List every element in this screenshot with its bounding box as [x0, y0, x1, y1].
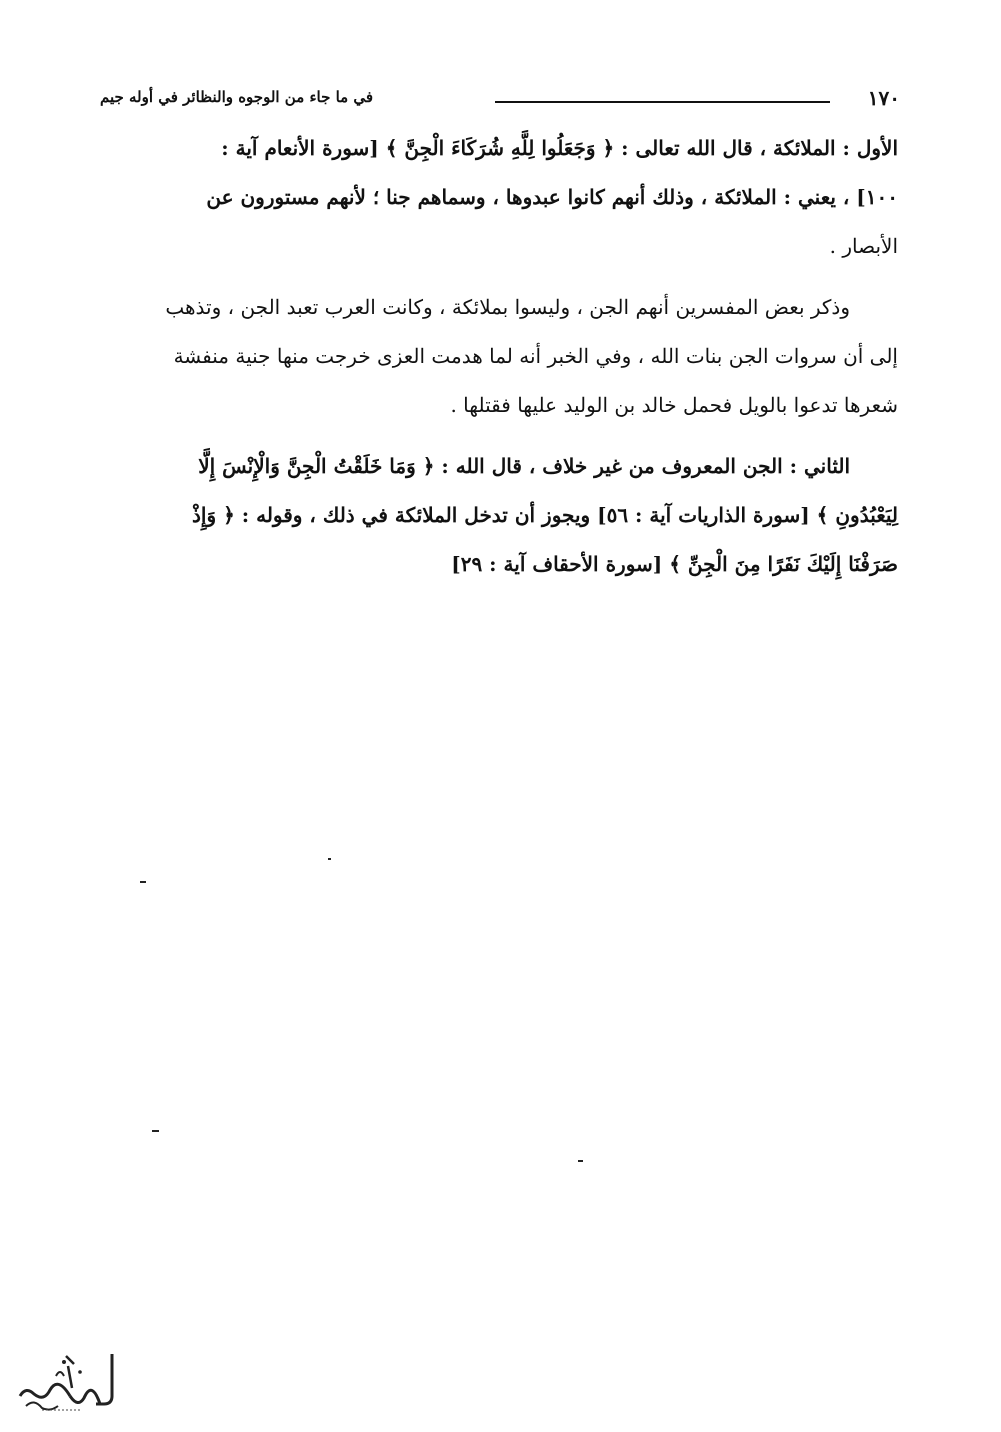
scan-speck [152, 1130, 159, 1132]
paragraph-second [104, 283, 898, 430]
paragraph-third [104, 442, 898, 589]
paragraph-line: شعرها تدعوا بالويل فحمل خالد بن الوليد عليها فقتلها . [450, 393, 898, 417]
page-header [100, 84, 900, 114]
paragraph-line: صَرَفْنَا إِلَيْكَ نَفَرًا مِنَ الْجِنِّ ﴾ [سورة الأحقاف آية : ٢٩] [451, 552, 898, 576]
running-title: في ما جاء من الوجوه والنظائر في أوله جيم [100, 88, 374, 106]
calligraphic-seal-icon [12, 1346, 124, 1416]
body-text [104, 124, 898, 601]
paragraph-line: ١٠٠] ، يعني : الملائكة ، وذلك أنهم كانوا عبدوها ، وسماهم جنا ؛ لأنهم مستورون عن [206, 185, 898, 209]
header-rule [495, 101, 830, 103]
scan-speck [578, 1160, 583, 1162]
page-number: ١٧٠ [867, 86, 900, 110]
paragraph-line: وذكر بعض المفسرين أنهم الجن ، وليسوا بملائكة ، وكانت العرب تعبد الجن ، وتذهب [165, 295, 850, 319]
paragraph-line: لِيَعْبُدُونِ ﴾ [سورة الذاريات آية : ٥٦] ويجوز أن تدخل الملائكة في ذلك ، وقوله : ﴿ وَإِذْ [191, 503, 898, 527]
paragraph-line: الثاني : الجن المعروف من غير خلاف ، قال الله : ﴿ وَمَا خَلَقْتُ الْجِنَّ وَالْإِنْسَ إِلَّا [198, 454, 850, 478]
scan-speck [328, 858, 331, 860]
paragraph-line: إلى أن سروات الجن بنات الله ، وفي الخبر أنه لما هدمت العزى خرجت منها جنية منفشة [173, 344, 898, 368]
paragraph-first [104, 124, 898, 271]
paragraph-line: الأبصار . [829, 234, 898, 258]
paragraph-line: الأول : الملائكة ، قال الله تعالى : ﴿ وَجَعَلُوا لِلَّهِ شُرَكَاءَ الْجِنَّ ﴾ [سورة الأنعام آية : [221, 136, 898, 160]
scan-speck [140, 881, 146, 883]
